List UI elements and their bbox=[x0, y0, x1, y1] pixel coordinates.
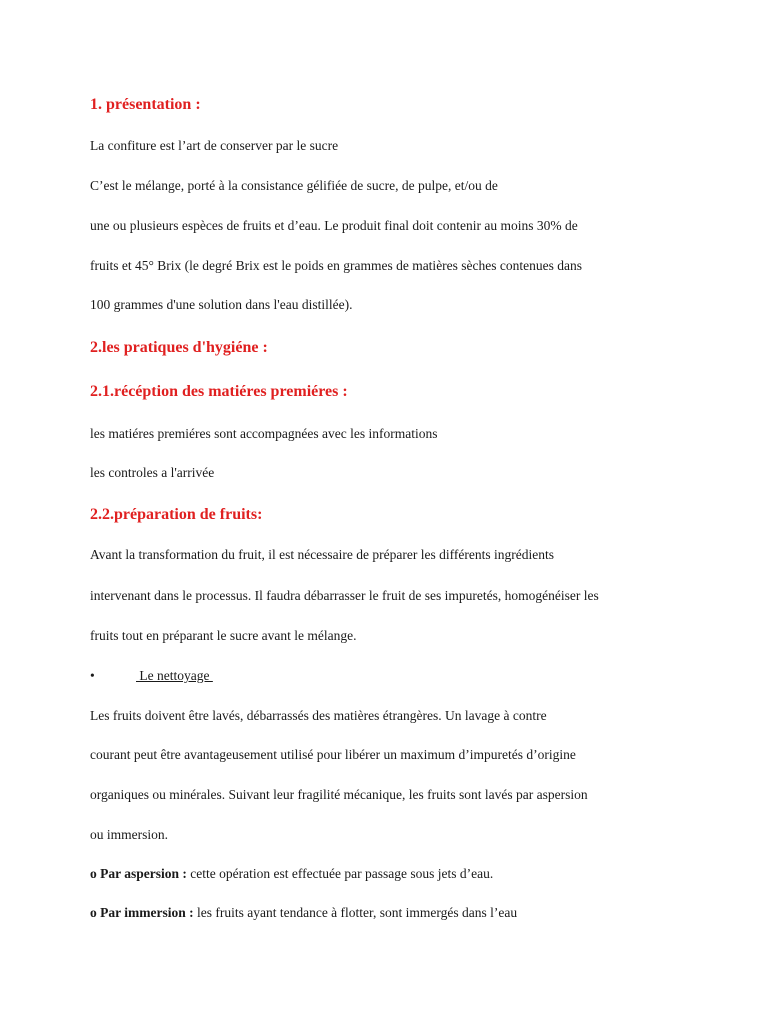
section-2-1-heading: 2.1.récéption des matiéres premiéres : bbox=[90, 383, 348, 400]
paragraph-line: intervenant dans le processus. Il faudra débarrasser le fruit de ses impuretés, homogénéiser les bbox=[90, 588, 599, 603]
paragraph-line: les matiéres premiéres sont accompagnées avec les informations bbox=[90, 426, 438, 441]
paragraph-line: les controles a l'arrivée bbox=[90, 465, 215, 480]
section-2-2-heading: 2.2.préparation de fruits: bbox=[90, 506, 263, 523]
paragraph-line: courant peut être avantageusement utilisé pour libérer un maximum d’impuretés d’origine bbox=[90, 747, 576, 762]
immersion-label: o Par immersion : bbox=[90, 905, 194, 920]
paragraph-line: ou immersion. bbox=[90, 827, 168, 842]
paragraph-line: Les fruits doivent être lavés, débarrassés des matières étrangères. Un lavage à contre bbox=[90, 708, 547, 723]
aspersion-text: cette opération est effectuée par passage sous jets d’eau. bbox=[186, 866, 494, 881]
paragraph-line: fruits et 45° Brix (le degré Brix est le poids en grammes de matières sèches contenues dans bbox=[90, 258, 583, 273]
paragraph-line: Avant la transformation du fruit, il est nécessaire de préparer les différents ingrédients bbox=[90, 547, 554, 562]
bullet-label-le-nettoyage: Le nettoyage bbox=[136, 668, 213, 683]
bullet-icon: • bbox=[90, 668, 95, 683]
paragraph-line: fruits tout en préparant le sucre avant le mélange. bbox=[90, 628, 357, 643]
immersion-item bbox=[90, 904, 678, 922]
section-2-heading: 2.les pratiques d'hygiéne : bbox=[90, 339, 268, 356]
aspersion-item bbox=[90, 865, 678, 883]
paragraph-line: 100 grammes d'une solution dans l'eau distillée). bbox=[90, 297, 353, 312]
paragraph-line: La confiture est l’art de conserver par le sucre bbox=[90, 138, 339, 153]
paragraph-line: une ou plusieurs espèces de fruits et d’eau. Le produit final doit contenir au moins 30% de bbox=[90, 218, 578, 233]
paragraph-line: organiques ou minérales. Suivant leur fragilité mécanique, les fruits sont lavés par aspersion bbox=[90, 787, 588, 802]
immersion-text: les fruits ayant tendance à flotter, sont immergés dans l’eau bbox=[193, 905, 518, 920]
paragraph-line: C’est le mélange, porté à la consistance gélifiée de sucre, de pulpe, et/ou de bbox=[90, 178, 498, 193]
section-1-heading: 1. présentation : bbox=[90, 96, 201, 113]
aspersion-label: o Par aspersion : bbox=[90, 866, 187, 881]
